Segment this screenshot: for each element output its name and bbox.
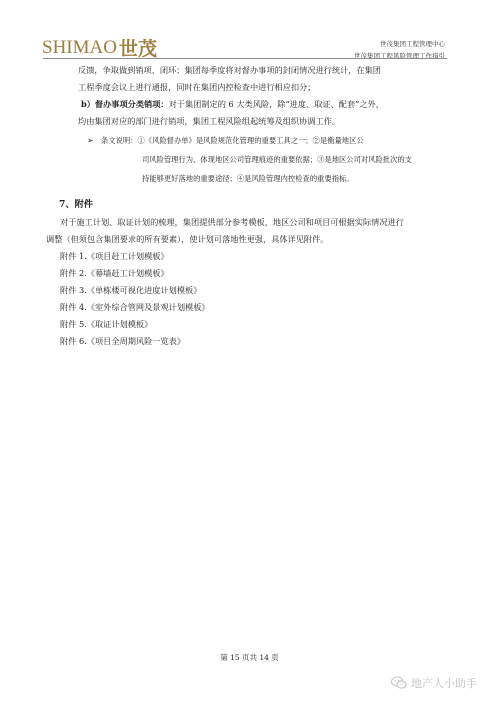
section-para-1: 对于施工计划、取证计划的梳理，集团提供部分参考模板，地区公司和项目可根据实际情况进行 bbox=[60, 217, 404, 227]
note-line-2: 司风险管理行为、体现地区公司管理痕迹的重要依据；③是地区公司对风险批次的支 bbox=[142, 155, 412, 164]
company-logo bbox=[42, 34, 157, 61]
b-label: b）督办事项分类销项： bbox=[81, 99, 169, 109]
logo-en: SHIMAO bbox=[42, 36, 117, 58]
attachment-item: 附件 2.《幕墙赶工计划模板》 bbox=[60, 268, 169, 278]
body-line-2: 工程季度会议上进行通报，同时在集团内控检查中进行相应扣分； bbox=[78, 82, 316, 92]
body-text bbox=[46, 62, 445, 188]
section-para-2: 调整（但须包含集团要求的所有要素），使计划可落地性更强，具体详见附件。 bbox=[46, 234, 329, 244]
attachment-item: 附件 5.《取证计划模板》 bbox=[60, 319, 153, 329]
arrow-bullet-icon: ➢ bbox=[87, 136, 94, 145]
attachment-item: 附件 3.《单栋楼可视化进度计划模板》 bbox=[60, 285, 202, 295]
attachment-item: 附件 4.《室外综合管网及景观计划模板》 bbox=[60, 302, 210, 312]
note-block bbox=[46, 131, 445, 188]
body-line-1: 反馈，争取做到销项、闭环；集团每季度将对督办事项的封闭情况进行统计，在集团 bbox=[78, 65, 381, 75]
header-org: 世茂集团工程管理中心 bbox=[380, 40, 445, 48]
header-doc-title: 世茂集团工程风险管理工作指引 bbox=[354, 52, 445, 60]
note-line-3: 持能够更好落地的重要途径；④是风险管理内控检查的重要指标。 bbox=[142, 174, 354, 183]
attachment-item: 附件 6.《项目全周期风险一览表》 bbox=[60, 336, 186, 346]
watermark-text: 地产人小助手 bbox=[411, 677, 477, 690]
section-body bbox=[46, 214, 404, 350]
wechat-icon bbox=[391, 676, 407, 690]
section-title: 7、附件 bbox=[59, 199, 93, 210]
body-line-4: 均由集团对应的部门进行销项，集团工程风险组起统筹及组织协调工作。 bbox=[78, 116, 341, 126]
b-text: 对于集团制定的 6 大类风险，除“进度、取证、配套”之外， bbox=[168, 99, 384, 109]
note-line-1: 条文说明：①《风险督办单》是风险规范化管理的重要工具之一；②是衡量地区公 bbox=[101, 136, 364, 145]
attachment-item: 附件 1.《项目赶工计划模板》 bbox=[60, 251, 169, 261]
watermark bbox=[391, 675, 477, 691]
page-number: 第 15 页共 14 页 bbox=[220, 653, 279, 662]
body-line-3 bbox=[46, 96, 445, 113]
logo-cn: 世茂 bbox=[118, 38, 157, 60]
header-divider bbox=[43, 58, 447, 59]
